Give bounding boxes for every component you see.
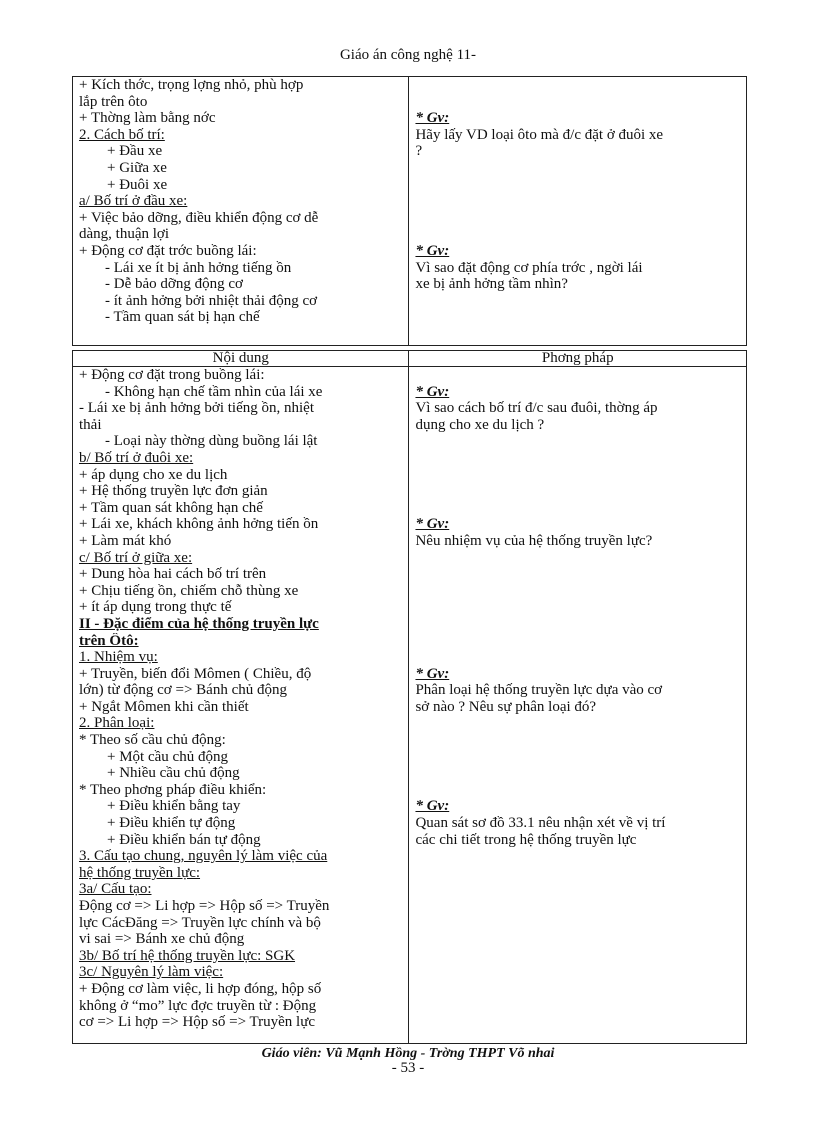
teacher-question-text: Hãy lấy VD loại ôto mà đ/c đặt ở đuôi xe bbox=[415, 126, 664, 143]
content-line: + Nhiều cầu chủ động bbox=[107, 765, 240, 782]
teacher-question-text: Quan sát sơ đồ 33.1 nêu nhận xét về vị trí bbox=[415, 815, 666, 832]
page-header: Giáo án công nghệ 11- bbox=[339, 47, 477, 63]
content-line: + Chịu tiếng ồn, chiếm chỗ thùng xe bbox=[79, 582, 299, 599]
spacer bbox=[415, 500, 740, 517]
content-line: + Đầu xe bbox=[107, 143, 163, 160]
spacer bbox=[415, 367, 740, 384]
content-line: + Ngắt Mômen khi cần thiết bbox=[79, 698, 249, 715]
teacher-question-text: Vì sao cách bố trí đ/c sau đuôi, thờng áp bbox=[415, 400, 658, 417]
spacer bbox=[415, 633, 740, 650]
content-line: II - Đặc điểm của hệ thống truyền lực bbox=[79, 615, 319, 632]
spacer bbox=[415, 450, 740, 467]
content-line: + Lái xe, khách không ảnh hởng tiến ồn bbox=[79, 516, 319, 533]
spacer bbox=[415, 94, 740, 111]
spacer bbox=[415, 193, 740, 210]
content-cell bbox=[73, 77, 409, 346]
content-line: - Dễ bảo dỡng động cơ bbox=[105, 276, 243, 293]
footer-teacher: Giáo viên: Vũ Mạnh Hồng - Trờng THPT Võ nhai bbox=[261, 1046, 555, 1061]
content-line: - Loại này thờng dùng buồng lái lật bbox=[105, 433, 318, 450]
content-line: + Đuôi xe bbox=[107, 176, 168, 193]
content-line: - Lái xe bị ảnh hởng bởi tiếng ồn, nhiệt bbox=[79, 400, 314, 417]
spacer bbox=[415, 566, 740, 583]
content-line: + Điều khiển tự động bbox=[107, 815, 236, 832]
content-line: thải bbox=[79, 416, 102, 433]
spacer bbox=[415, 210, 740, 227]
content-line: + ít áp dụng trong thực tế bbox=[79, 599, 232, 616]
content-line: + Giữa xe bbox=[107, 159, 167, 176]
content-line: cơ => Li hợp => Hộp số => Truyền lực bbox=[79, 1014, 316, 1031]
teacher-question-label: * Gv: bbox=[415, 516, 450, 533]
content-line: + áp dụng cho xe du lịch bbox=[79, 466, 228, 483]
spacer bbox=[415, 77, 740, 94]
content-line: Động cơ => Li hợp => Hộp số => Truyền bbox=[79, 898, 330, 914]
content-line: - ít ảnh hởng bởi nhiệt thải động cơ bbox=[105, 292, 318, 309]
content-line: 3. Cấu tạo chung, nguyên lý làm việc của bbox=[79, 848, 328, 865]
content-line: b/ Bố trí ở đuôi xe: bbox=[79, 449, 194, 466]
content-line: 2. Phân loại: bbox=[79, 715, 155, 732]
content-line: * Theo số cầu chủ động: bbox=[79, 732, 226, 749]
content-line: không ở “mo” lực đợc truyền từ : Động bbox=[79, 997, 317, 1014]
lesson-table-bottom bbox=[72, 350, 747, 1044]
teacher-question-text: sở nào ? Nêu sự phân loại đó? bbox=[415, 698, 597, 715]
content-line: + Thờng làm bằng nớc bbox=[79, 110, 216, 127]
spacer bbox=[415, 583, 740, 600]
content-line: + Động cơ đặt trong buồng lái: bbox=[79, 367, 265, 383]
teacher-question-label: * Gv: bbox=[415, 665, 450, 682]
teacher-question-text: Vì sao đặt động cơ phía trớc , ngời lái bbox=[415, 259, 643, 276]
content-line: lớn) từ động cơ => Bánh chủ động bbox=[79, 682, 287, 699]
spacer bbox=[415, 550, 740, 567]
spacer bbox=[415, 483, 740, 500]
teacher-question-text: ? bbox=[415, 143, 423, 160]
content-cell bbox=[73, 367, 409, 1044]
content-line: 3c/ Nguyên lý làm việc: bbox=[79, 964, 224, 981]
content-line: c/ Bố trí ở giữa xe: bbox=[79, 549, 193, 566]
method-cell bbox=[409, 77, 747, 346]
spacer bbox=[415, 732, 740, 749]
lesson-table-top bbox=[72, 76, 747, 346]
content-line: + Động cơ làm việc, li hợp đóng, hộp số bbox=[79, 980, 322, 997]
content-line: hệ thống truyền lực: bbox=[79, 864, 201, 881]
content-line: + Điều khiển bằng tay bbox=[107, 798, 241, 815]
method-cell bbox=[409, 367, 747, 1044]
content-line: 3b/ Bố trí hệ thống truyền lực: SGK bbox=[79, 947, 296, 964]
teacher-question-label: * Gv: bbox=[415, 110, 450, 127]
teacher-question-text: xe bị ảnh hởng tầm nhìn? bbox=[415, 276, 568, 293]
content-line: 3a/ Cấu tạo: bbox=[79, 881, 152, 898]
content-line: - Tầm quan sát bị hạn chế bbox=[105, 309, 260, 326]
spacer bbox=[415, 749, 740, 766]
content-line: + Dung hòa hai cách bố trí trên bbox=[79, 566, 267, 583]
content-line: - Không hạn chế tầm nhìn của lái xe bbox=[105, 383, 323, 400]
column-header-content: Nội dung bbox=[73, 351, 409, 367]
teacher-question-label: * Gv: bbox=[415, 798, 450, 815]
spacer bbox=[415, 467, 740, 484]
content-line: 2. Cách bố trí: bbox=[79, 126, 165, 143]
content-line: - Lái xe ít bị ảnh hởng tiếng ồn bbox=[105, 259, 292, 276]
content-line: lực CácĐăng => Truyền lực chính và bộ bbox=[79, 914, 321, 931]
spacer bbox=[415, 782, 740, 799]
content-line: + Làm mát khó bbox=[79, 532, 172, 549]
content-line: + Một cầu chủ động bbox=[107, 748, 228, 765]
spacer bbox=[415, 433, 740, 450]
content-line: + Kích thớc, trọng lợng nhỏ, phù hợp bbox=[79, 77, 304, 93]
spacer bbox=[415, 616, 740, 633]
teacher-question-label: * Gv: bbox=[415, 242, 450, 259]
content-line: + Điều khiển bán tự động bbox=[107, 831, 261, 848]
column-header-method: Phơng pháp bbox=[409, 351, 747, 367]
content-line: + Việc bảo dỡng, điều khiển động cơ dễ bbox=[79, 209, 319, 226]
content-line: + Hệ thống truyền lực đơn giản bbox=[79, 483, 268, 500]
spacer bbox=[415, 599, 740, 616]
content-line: vi sai => Bánh xe chủ động bbox=[79, 931, 245, 948]
spacer bbox=[415, 765, 740, 782]
teacher-question-label: * Gv: bbox=[415, 383, 450, 400]
content-line: trên Ôtô: bbox=[79, 632, 139, 649]
spacer bbox=[415, 160, 740, 177]
content-line: lắp trên ôto bbox=[79, 93, 148, 110]
content-line: dàng, thuận lợi bbox=[79, 226, 169, 243]
page-number: - 53 - bbox=[391, 1060, 425, 1076]
teacher-question-text: các chi tiết trong hệ thống truyền lực bbox=[415, 831, 637, 848]
content-line: 1. Nhiệm vụ: bbox=[79, 649, 158, 666]
content-line: a/ Bố trí ở đầu xe: bbox=[79, 193, 188, 210]
content-line: + Truyền, biến đổi Mômen ( Chiều, độ bbox=[79, 665, 312, 682]
spacer bbox=[415, 177, 740, 194]
content-line: + Tầm quan sát không hạn chế bbox=[79, 499, 263, 516]
teacher-question-text: dụng cho xe du lịch ? bbox=[415, 416, 545, 433]
spacer bbox=[415, 226, 740, 243]
teacher-question-text: Nêu nhiệm vụ của hệ thống truyền lực? bbox=[415, 532, 653, 549]
teacher-question-text: Phân loại hệ thống truyền lực dựa vào cơ bbox=[415, 682, 663, 699]
spacer bbox=[415, 715, 740, 732]
spacer bbox=[415, 649, 740, 666]
content-line: + Động cơ đặt trớc buồng lái: bbox=[79, 242, 257, 259]
content-line: * Theo phơng pháp điều khiển: bbox=[79, 781, 267, 798]
